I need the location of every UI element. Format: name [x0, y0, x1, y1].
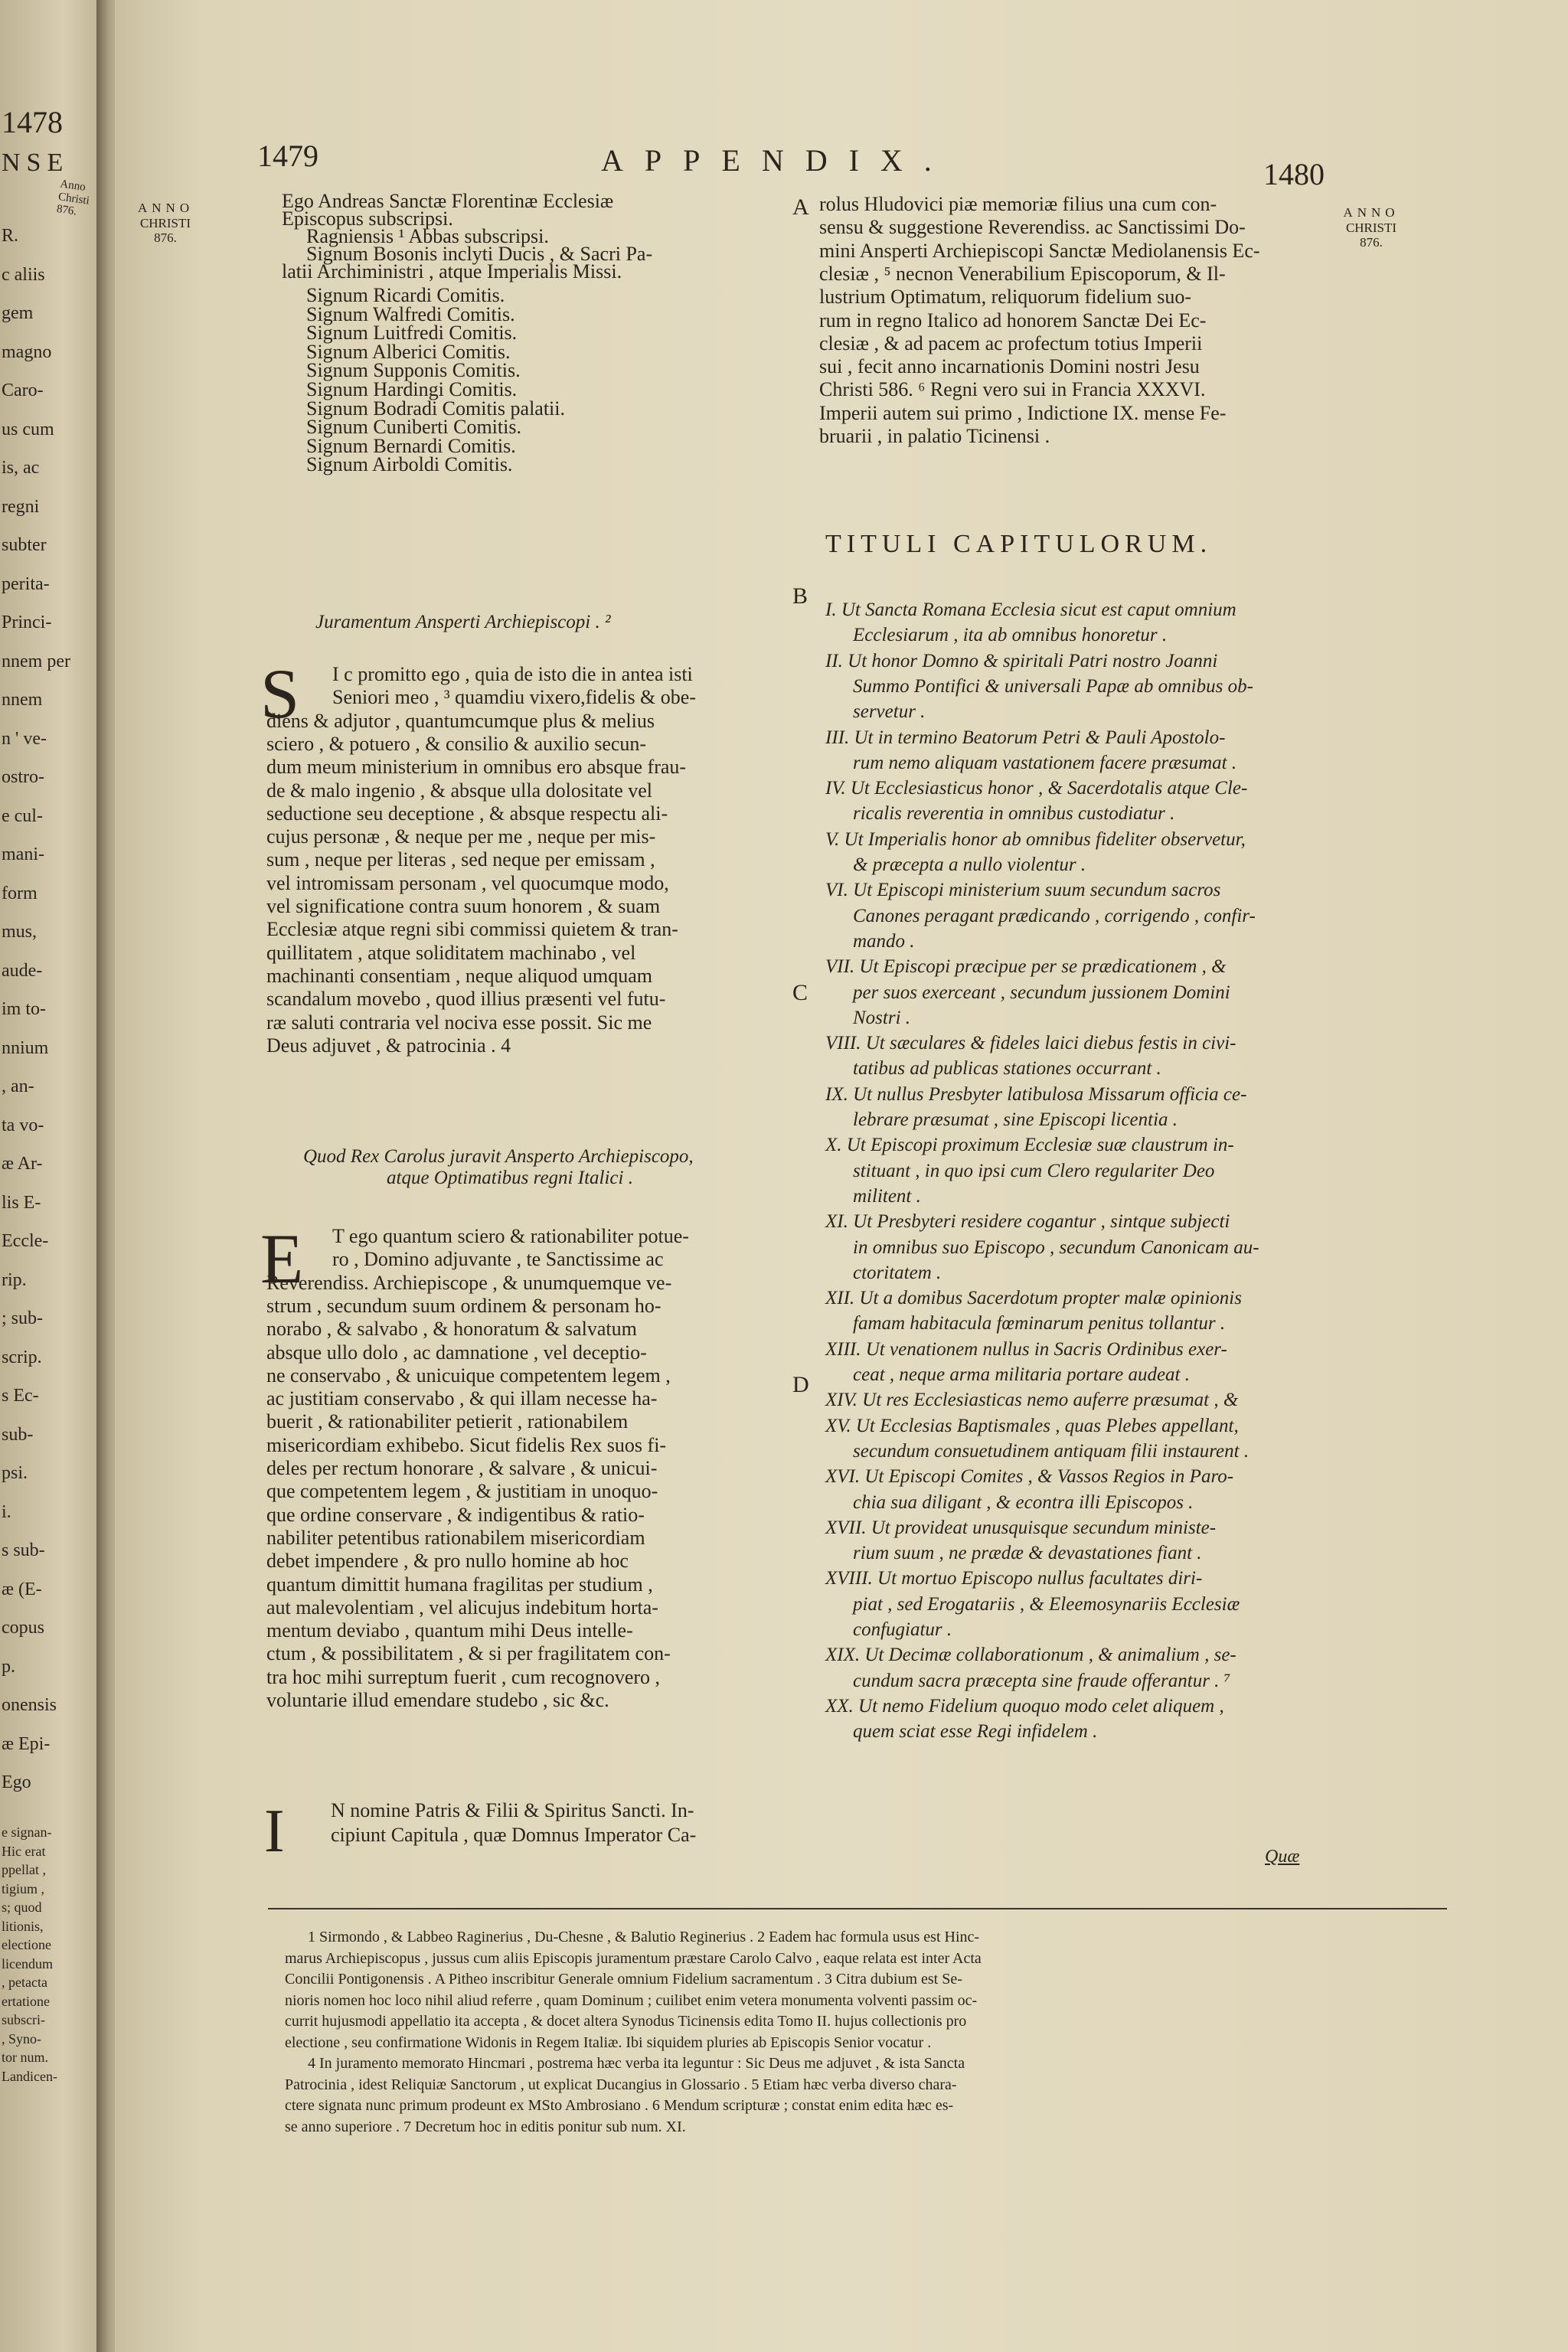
- previous-page-fragment: aude-: [2, 960, 43, 981]
- previous-page-fragment: form: [2, 883, 38, 903]
- juramentum-text-line: scandalum movebo , quod illius præsenti vel futu-: [266, 988, 666, 1011]
- signature-line: Signum Supponis Comitis.: [306, 359, 521, 382]
- title-entry-line: famam habitacula fœminarum penitus tollantur .: [853, 1313, 1226, 1334]
- title-entry-line: ricalis reverentia in omnibus custodiatur .: [853, 803, 1175, 825]
- title-entry-line: mando .: [853, 930, 915, 952]
- footnote-line: 4 In juramento memorato Hincmari , postrema hæc verba ita leguntur : Sic Deus me adjuvet , & ista Sancta: [308, 2055, 965, 2072]
- previous-page-fragment: nnium: [2, 1037, 49, 1058]
- title-entry-line: IV. Ut Ecclesiasticus honor , & Sacerdotalis atque Cle-: [825, 778, 1248, 799]
- title-entry-line: militent .: [853, 1185, 921, 1207]
- title-entry-line: III. Ut in termino Beatorum Petri & Pauli Apostolo-: [825, 727, 1226, 748]
- oath-text-line: strum , secundum suum ordinem & personam ho-: [266, 1294, 662, 1317]
- previous-page-fragment: psi.: [2, 1463, 28, 1483]
- previous-page-footnote-fragment: electione: [2, 1937, 51, 1952]
- margin-anno-word: ANNO: [1343, 205, 1400, 220]
- previous-page-fragment: sub-: [2, 1424, 34, 1445]
- oath-text-line: ro , Domino adjuvante , te Sanctissime ac: [332, 1248, 664, 1271]
- title-entry-line: V. Ut Imperialis honor ab omnibus fideliter observetur,: [825, 828, 1246, 850]
- title-entry-line: XIV. Ut res Ecclesiasticas nemo auferre præsumat , &: [825, 1390, 1239, 1411]
- previous-page-fragment: regni: [2, 496, 40, 517]
- footnote-rule: [268, 1908, 1447, 1909]
- oath-text-line: que ordine conservare , & indigentibus & ratio-: [266, 1503, 645, 1526]
- signature-line: Ego Andreas Sanctæ Florentinæ Ecclesiæ: [282, 190, 614, 212]
- drop-cap-s: S: [260, 655, 300, 733]
- right-margin-anno: [1340, 205, 1403, 250]
- juramentum-text-line: de & malo ingenio , & absque ulla dolositate vel: [266, 779, 653, 802]
- title-entry-line: cundum sacra præcepta sine fraude offerantur . ⁷: [853, 1670, 1231, 1691]
- capitula-intro-line: Christi 586. ⁶ Regni vero sui in Francia XXXVI.: [819, 378, 1206, 401]
- section-letter-c: C: [792, 980, 808, 1005]
- previous-page-fragment: æ (E-: [2, 1579, 42, 1599]
- title-entry-line: secundum consuetudinem antiquam filii instaurent .: [853, 1440, 1250, 1462]
- title-entry-line: VIII. Ut sæculares & fideles laici diebus festis in civi-: [825, 1033, 1236, 1054]
- previous-page-fragment: e cul-: [2, 805, 43, 826]
- capitula-intro-line: N nomine Patris & Filii & Spiritus Sancti. In-: [331, 1799, 694, 1821]
- capitula-intro-line: mini Ansperti Archiepiscopi Sanctæ Mediolanensis Ec-: [819, 239, 1260, 262]
- juramentum-text-line: ræ saluti contraria vel nociva esse possit. Sic me: [266, 1011, 652, 1034]
- margin-anno-word: ANNO: [138, 201, 194, 215]
- previous-page-fragment: Caro-: [2, 381, 44, 400]
- margin-year: 876.: [1360, 235, 1383, 250]
- title-entry-line: Nostri .: [853, 1007, 911, 1028]
- signature-line: latii Archiministri , atque Imperialis Missi.: [282, 260, 622, 283]
- tituli-heading: TITULI CAPITULORUM.: [825, 530, 1213, 558]
- title-entry-line: I. Ut Sancta Romana Ecclesia sicut est caput omnium: [825, 599, 1236, 620]
- oath-text-line: buerit , & rationabiliter petierit , rationabilem: [266, 1410, 629, 1433]
- juramentum-text-line: vel intromissam personam , vel quocumque modo,: [266, 871, 669, 894]
- title-entry-line: lebrare præsumat , sine Episcopi licentia .: [853, 1109, 1178, 1130]
- oath-text-line: aut malevolentiam , vel alicujus indebitum horta-: [266, 1596, 658, 1619]
- oath-text-line: que competentem legem , & justitiam in unoquo-: [266, 1480, 658, 1503]
- juramentum-text-line: diens & adjutor , quantumcumque plus & melius: [266, 709, 655, 732]
- juramentum-text-line: sum , neque per literas , sed neque per emissam ,: [266, 848, 655, 871]
- juramentum-text-line: machinanti consentiam , neque aliquod umquam: [266, 964, 652, 987]
- drop-cap-i: I: [264, 1798, 285, 1865]
- footnote-line: currit hujusmodi appellatio ita accepta , & docet altera Synodus Ticinensis edita Tomo II. hujus collectionis pro: [285, 2013, 967, 2030]
- title-entry-line: & præcepta a nullo violentur .: [853, 854, 1086, 875]
- previous-page-fragment: gem: [2, 303, 34, 323]
- previous-page-footnote-fragment: litionis,: [2, 1918, 44, 1934]
- oath-text-line: Reverendiss. Archiepiscope , & unumquemque ve-: [266, 1271, 672, 1294]
- previous-page-fragment: R.: [2, 226, 19, 246]
- previous-page-fragment: lis E-: [2, 1192, 41, 1213]
- previous-page-footnote-fragment: , Syno-: [2, 2030, 42, 2047]
- margin-christi-word: CHRISTI: [1345, 220, 1397, 235]
- capitula-intro-line: clesiæ , ⁵ necnon Venerabilium Episcoporum, & Il-: [819, 262, 1226, 285]
- previous-page-fragment: copus: [2, 1618, 44, 1638]
- heading-quod-rex: Quod Rex Carolus juravit Ansperto Archiepiscopo,: [303, 1146, 694, 1167]
- title-entry-line: chia sua diligant , & econtra illi Episcopos .: [853, 1491, 1194, 1513]
- title-entry-line: in omnibus suo Episcopo , secundum Canonicam au-: [853, 1236, 1259, 1258]
- title-entry-line: stituant , in quo ipsi cum Clero regulariter Deo: [853, 1160, 1215, 1181]
- previous-page-fragment: æ Ar-: [2, 1154, 43, 1174]
- title-entry-line: servetur .: [853, 701, 926, 723]
- previous-page-fragment: magno: [2, 341, 52, 362]
- previous-page-fragment: mani-: [2, 844, 44, 864]
- previous-page-fragment: im to-: [2, 999, 46, 1019]
- signature-line: Signum Hardingi Comitis.: [306, 378, 518, 400]
- oath-text-line: debet impendere , & pro nullo homine ab hoc: [266, 1550, 629, 1573]
- previous-page-footnote-fragment: subscri-: [2, 2012, 45, 2027]
- title-entry-line: confugiatur .: [853, 1619, 952, 1640]
- previous-page-fragment: rip.: [2, 1269, 27, 1290]
- previous-page-fragment: ostro-: [2, 767, 44, 787]
- page-number-right: 1480: [1263, 157, 1325, 191]
- previous-page-fragment: Eccle-: [2, 1231, 49, 1251]
- capitula-intro-line: sensu & suggestione Reverendiss. ac Sanctissimi Do-: [819, 216, 1246, 239]
- previous-page-header: NSE: [2, 149, 70, 177]
- previous-page-fragment: perita-: [2, 573, 50, 594]
- oath-text-line: norabo , & salvabo , & honoratum & salvatum: [266, 1318, 637, 1341]
- drop-cap-e: E: [260, 1220, 304, 1298]
- juramentum-text-line: I c promitto ego , quia de isto die in antea isti: [332, 663, 693, 685]
- previous-page-fragment: s sub-: [2, 1540, 45, 1560]
- title-entry-line: XVI. Ut Episcopi Comites , & Vassos Regios in Paro-: [825, 1466, 1234, 1488]
- previous-page-fragment: æ Epi-: [2, 1733, 51, 1754]
- capitula-intro-line: rolus Hludovici piæ memoriæ filius una cum con-: [819, 193, 1217, 215]
- footnote-line: nioris nomen hoc loco nihil aliud referre , quam Dominum ; cuilibet enim vetera monumenta volventi passim oc-: [285, 1991, 978, 2009]
- signature-line: Signum Ricardi Comitis.: [306, 284, 505, 306]
- footnote-line: Concilii Pontigonensis . A Pitheo inscribitur Generale omnium Fidelium sacramentum . 3 Citra dubium est Se-: [285, 1971, 962, 1988]
- footnote-line: marus Archiepiscopus , jussus cum aliis Episcopis juramentum præstare Carolo Calvo , eaque relata est inter Acta: [285, 1949, 982, 1967]
- title-entry-line: per suos exerceant , secundum jussionem Domini: [853, 982, 1230, 1003]
- catchword: Quæ: [1265, 1847, 1300, 1867]
- previous-page-fragment: subter: [2, 535, 47, 555]
- previous-page-fragment: onensis: [2, 1695, 57, 1715]
- oath-text-line: ne conservabo , & unicuique competentem legem ,: [266, 1364, 671, 1387]
- juramentum-text-line: Deus adjuvet , & patrocinia . 4: [266, 1034, 511, 1057]
- previous-page-fragment: i.: [2, 1501, 11, 1522]
- title-entry-line: quem sciat esse Regi infidelem .: [853, 1721, 1098, 1743]
- title-entry-line: XVIII. Ut mortuo Episcopo nullus facultates diri-: [825, 1568, 1203, 1589]
- signature-line: Signum Bernardi Comitis.: [306, 434, 516, 457]
- previous-page-fragment: us cum: [2, 419, 54, 439]
- title-entry-line: rium suum , ne prædæ & devastationes fiant .: [853, 1543, 1202, 1564]
- capitula-intro-line: bruarii , in palatio Ticinensi .: [819, 425, 1050, 447]
- previous-page-fragment: , an-: [2, 1076, 34, 1096]
- previous-page-footnote-fragment: licendum: [2, 1955, 53, 1971]
- title-entry-line: ceat , neque arma militaria portare audeat .: [853, 1364, 1190, 1385]
- previous-page-fragment: nnem per: [2, 651, 70, 671]
- signature-line: Signum Walfredi Comitis.: [306, 302, 515, 325]
- previous-page-footnote-fragment: e signan-: [2, 1824, 52, 1840]
- running-title: APPENDIX.: [601, 143, 953, 178]
- title-entry-line: XI. Ut Presbyteri residere cogantur , sintque subjecti: [825, 1211, 1230, 1233]
- oath-text-line: voluntarie illud emendare studebo , sic &c.: [266, 1689, 609, 1711]
- section-letter-d: D: [792, 1372, 809, 1397]
- oath-text-line: T ego quantum sciero & rationabiliter potue-: [332, 1225, 689, 1247]
- capitula-intro-line: cipiunt Capitula , quæ Domnus Imperator Ca-: [331, 1824, 697, 1846]
- juramentum-text-line: seductione seu deceptione , & absque respectu ali-: [266, 802, 668, 825]
- title-entry-line: IX. Ut nullus Presbyter latibulosa Missarum officia ce-: [825, 1083, 1247, 1105]
- footnote-line: ctere signata nunc primum prodeunt ex MSto Ambrosiano . 6 Mendum scripturæ ; constat enim edita hæc es-: [285, 2097, 954, 2114]
- footnote-line: electione , seu confirmatione Widonis in Regem Italiæ. Ibi siquidem pluries ab Episcopis Senior vocatur .: [285, 2034, 932, 2051]
- title-entry-line: Ecclesiarum , ita ab omnibus honoretur .: [853, 625, 1168, 646]
- title-entry-line: tatibus ad publicas stationes occurrant .: [853, 1058, 1161, 1080]
- title-entry-line: XVII. Ut provideat unusquisque secundum ministe-: [825, 1517, 1217, 1538]
- capitula-intro-line: Imperii autem sui primo , Indictione IX. mense Fe-: [819, 401, 1227, 424]
- juramentum-text-line: vel significatione contra suum honorem , & suam: [266, 895, 661, 917]
- signature-line: Signum Alberici Comitis.: [306, 340, 511, 363]
- title-entry-line: XIII. Ut venationem nullus in Sacris Ordinibus exer-: [825, 1338, 1227, 1360]
- footnote-line: se anno superiore . 7 Decretum hoc in editis ponitur sub num. XI.: [285, 2118, 686, 2135]
- title-entry-line: VII. Ut Episcopi præcipue per se prædicationem , &: [825, 956, 1227, 978]
- previous-page-fragment: ; sub-: [2, 1308, 43, 1328]
- juramentum-text-line: Seniori meo , ³ quamdiu vixero,fidelis & obe-: [332, 686, 696, 709]
- juramentum-text-line: quillitatem , atque soliditatem machinabo , vel: [266, 941, 636, 964]
- oath-text-line: ctum , & possibilitatem , & si per fragilitatem con-: [266, 1642, 671, 1665]
- capitula-intro-line: rum in regno Italico ad honorem Sanctæ Dei Ec-: [819, 309, 1207, 332]
- previous-page-fragment: c aliis: [2, 264, 45, 285]
- previous-page-fragment: is, ac: [2, 458, 40, 478]
- previous-page-fragment: mus,: [2, 922, 38, 942]
- juramentum-text-line: cujus personæ , & neque per me , neque per mis-: [266, 825, 656, 848]
- title-entry-line: XX. Ut nemo Fidelium quoquo modo celet aliquem ,: [825, 1695, 1224, 1717]
- previous-page-fragment: n ' ve-: [2, 728, 47, 749]
- title-entry-line: II. Ut honor Domno & spiritali Patri nostro Joanni: [825, 650, 1218, 671]
- section-letter-a: A: [792, 194, 809, 220]
- title-entry-line: piat , sed Erogatariis , & Eleemosynariis Ecclesiæ: [853, 1593, 1240, 1615]
- oath-text-line: absque ullo dolo , ac damnatione , vel deceptio-: [266, 1341, 647, 1364]
- signature-line: Episcopus subscripsi.: [282, 207, 453, 230]
- title-entry-line: VI. Ut Episcopi ministerium suum secundum sacros: [825, 880, 1221, 901]
- previous-page-fragment: nnem: [2, 690, 43, 710]
- capitula-intro-line: sui , fecit anno incarnationis Domini nostri Jesu: [819, 355, 1200, 378]
- signature-line: Signum Luitfredi Comitis.: [306, 322, 518, 345]
- section-letter-b: B: [792, 583, 808, 609]
- previous-page-footnote-fragment: Hic erat: [2, 1843, 46, 1859]
- previous-page-footnote-fragment: Landicen-: [2, 2068, 57, 2084]
- previous-page-fragment: ta vo-: [2, 1115, 44, 1135]
- previous-page-footnote-fragment: tor num.: [2, 2050, 48, 2065]
- oath-text-line: tra hoc mihi surreptum fuerit , cum recognovero ,: [266, 1665, 661, 1688]
- oath-text-line: quantum dimittit humana fragilitas per studium ,: [266, 1573, 653, 1596]
- left-margin-anno: [138, 201, 193, 246]
- signature-line: Ragniensis ¹ Abbas subscripsi.: [306, 225, 549, 247]
- heading-juramentum: Juramentum Ansperti Archiepiscopi . ²: [315, 612, 611, 632]
- previous-page-footnote-fragment: tigium ,: [2, 1880, 45, 1896]
- previous-page-fragment: Princi-: [2, 612, 52, 632]
- previous-page-footnote-fragment: s; quod: [2, 1900, 42, 1915]
- footnote-line: Patrocinia , idest Reliquiæ Sanctorum , ut explicat Ducangius in Glossario . 5 Etiam hæc verba diverso chara-: [285, 2076, 957, 2093]
- capitula-intro-line: clesiæ , & ad pacem ac profectum totius Imperii: [819, 332, 1203, 354]
- previous-page-fragment: scrip.: [2, 1347, 42, 1367]
- signature-line: Signum Bosonis inclyti Ducis , & Sacri Pa-: [306, 243, 653, 265]
- previous-page-number: 1478: [2, 105, 63, 139]
- oath-text-line: nabiliter petentibus rationabilem misericordiam: [266, 1526, 645, 1549]
- previous-page-fragment: Ego: [2, 1772, 31, 1792]
- title-entry-line: Summo Pontifici & universali Papæ ab omnibus ob-: [853, 675, 1253, 697]
- signature-line: Signum Airboldi Comitis.: [306, 453, 513, 476]
- margin-christi-word: CHRISTI: [139, 215, 191, 230]
- oath-text-line: mentum deviabo , quantum mihi Deus intelle-: [266, 1619, 633, 1642]
- capitula-intro-line: lustrium Optimatum, reliquorum fidelium suo-: [819, 286, 1192, 309]
- title-entry-line: XIX. Ut Decimæ collaborationum , & animalium , se-: [825, 1645, 1236, 1666]
- oath-text-line: deles per rectum honorare , & salvare , & unicui-: [266, 1457, 658, 1479]
- previous-page-fragment: s Ec-: [2, 1386, 39, 1406]
- title-entry-line: XV. Ut Ecclesias Baptismales , quas Plebes appellant,: [825, 1415, 1239, 1436]
- margin-year: 876.: [154, 230, 177, 246]
- title-entry-line: XII. Ut a domibus Sacerdotum propter malæ opinionis: [825, 1288, 1242, 1309]
- previous-page-footnote-fragment: , petacta: [2, 1975, 47, 1990]
- juramentum-text-line: sciero , & potuero , & consilio & auxilio secun-: [266, 732, 647, 755]
- title-entry-line: X. Ut Episcopi proximum Ecclesiæ suæ claustrum in-: [825, 1135, 1234, 1156]
- oath-text-line: ac justitiam conservabo , & qui illam necesse ha-: [266, 1387, 658, 1410]
- previous-page-footnote-fragment: ppellat ,: [2, 1862, 46, 1877]
- page-number-left: 1479: [257, 139, 318, 173]
- previous-page-anno: Anno Christi 876.: [55, 178, 90, 218]
- previous-page-fragment: p.: [2, 1656, 15, 1677]
- title-entry-line: rum nemo aliquam vastationem facere præsumat .: [853, 752, 1237, 773]
- title-entry-line: Canones peragant prædicando , corrigendo , confir-: [853, 905, 1256, 926]
- book-page: [115, 0, 1568, 2352]
- signature-line: Signum Bodradi Comitis palatii.: [306, 397, 565, 420]
- juramentum-text-line: dum meum ministerium in omnibus ero absque frau-: [266, 756, 687, 779]
- oath-text-line: misericordiam exhibebo. Sicut fidelis Rex suos fi-: [266, 1433, 667, 1456]
- juramentum-text-line: Ecclesiæ atque regni sibi commissi quietem & tran-: [266, 918, 678, 941]
- heading-quod-rex: atque Optimatibus regni Italici .: [387, 1168, 633, 1188]
- footnote-line: 1 Sirmondo , & Labbeo Raginerius , Du-Chesne , & Balutio Reginerius . 2 Eadem hac formula usus est Hinc-: [308, 1929, 980, 1945]
- signature-line: Signum Cuniberti Comitis.: [306, 416, 521, 439]
- previous-page-footnote-fragment: ertatione: [2, 1993, 50, 2009]
- title-entry-line: ctoritatem .: [853, 1262, 942, 1283]
